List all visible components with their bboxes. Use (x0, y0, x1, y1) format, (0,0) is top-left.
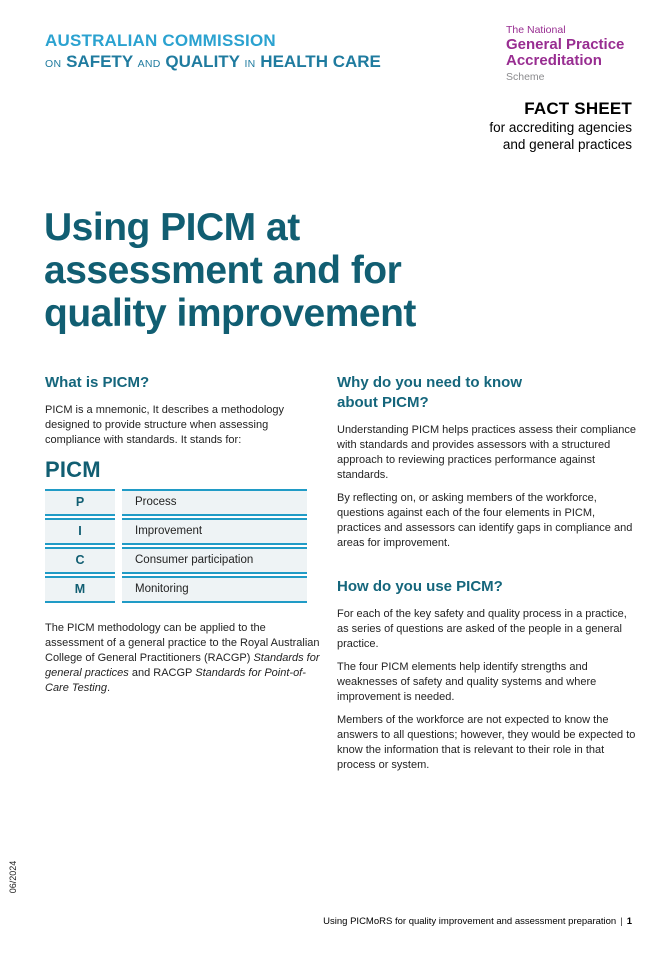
acsqhc-word-in: IN (244, 58, 256, 70)
page-footer (323, 916, 632, 927)
outro-italic-standards-general: Standards for general practices (45, 652, 320, 679)
right-column (337, 373, 637, 781)
picm-label-monitoring: Monitoring (122, 576, 307, 603)
table-row (45, 547, 307, 574)
heading-what-is-picm: What is PICM? (45, 374, 150, 391)
picm-letter-i: I (45, 518, 115, 545)
ngpa-the-national: The National (506, 24, 566, 36)
table-row (45, 576, 307, 603)
acsqhc-word-safety: SAFETY (66, 52, 133, 71)
outro-text-1: The PICM methodology can be applied to the assessment of a general practice to the Royal Australian College of General Practitioners (RACGP) (45, 622, 320, 664)
outro-italic-standards-poct: Standards for Point-of-Care Testing (45, 667, 306, 694)
page-title-line1: Using PICM at (44, 206, 300, 249)
picm-table (45, 489, 307, 603)
heading-why-know-picm (337, 373, 637, 413)
picm-letter-p: P (45, 489, 115, 516)
why-paragraph-1: Understanding PICM helps practices assess their compliance with standards and provides assessors with a structured approach to reviewing practices performance against standards. (337, 424, 636, 481)
picm-methodology-paragraph (45, 621, 326, 696)
page-title-line3: quality improvement (44, 292, 416, 335)
page-title (44, 206, 416, 335)
ngpa-general-practice: General Practice (506, 36, 625, 53)
acsqhc-logo-line2 (45, 52, 381, 74)
page-title-line2: assessment and for (44, 249, 402, 292)
picm-letter-c: C (45, 547, 115, 574)
picm-heading: PICM (45, 457, 101, 482)
fact-sheet-block (489, 99, 632, 153)
left-column (45, 373, 326, 704)
how-paragraph-2: The four PICM elements help identify strengths and weaknesses of safety and quality systems and where improvement is needed. (337, 661, 597, 703)
outro-text-2: and RACGP (128, 667, 196, 679)
how-paragraph-1: For each of the key safety and quality process in a practice, as series of questions are asked of the people in a general practice. (337, 608, 627, 650)
fact-sheet-subtitle-line2: and general practices (502, 137, 632, 152)
picm-label-process: Process (122, 489, 307, 516)
acsqhc-word-healthcare: HEALTH CARE (260, 52, 381, 71)
picm-label-improvement: Improvement (122, 518, 307, 545)
how-paragraph-3: Members of the workforce are not expected to know the answers to all questions; however, they would be expected to know the information that is relevant to their role in that process or system. (337, 714, 636, 771)
fact-sheet-label: FACT SHEET (524, 99, 632, 118)
acsqhc-word-on: ON (45, 58, 62, 70)
what-is-picm-paragraph: PICM is a mnemonic, It describes a methodology designed to provide structure when assessing compliance with standards. It stands for: (45, 404, 285, 446)
picm-letter-m: M (45, 576, 115, 603)
heading-why-line1: Why do you need to know (337, 374, 522, 391)
footer-text: Using PICMoRS for quality improvement and assessment preparation (323, 916, 617, 927)
how-use-picm-section (337, 577, 637, 773)
page-number: 1 (626, 916, 632, 927)
table-row (45, 518, 307, 545)
date-stamp: 06/2024 (8, 860, 18, 894)
fact-sheet-subtitle-line1: for accrediting agencies (489, 120, 632, 135)
heading-how-use-picm: How do you use PICM? (337, 578, 503, 595)
acsqhc-logo-line1: AUSTRALIAN COMMISSION (45, 31, 276, 50)
picm-label-consumer-participation: Consumer participation (122, 547, 307, 574)
outro-text-3: . (106, 682, 111, 694)
ngpa-scheme: Scheme (506, 71, 545, 83)
table-row (45, 489, 307, 516)
acsqhc-word-and: AND (137, 58, 161, 70)
heading-why-line2: about PICM? (337, 394, 429, 411)
why-paragraph-2: By reflecting on, or asking members of the workforce, questions against each of the four elements in PICM, practices and assessors can identify gaps in compliance and areas for improvement. (337, 492, 633, 549)
ngpa-scheme-logo (506, 24, 624, 84)
ngpa-accreditation: Accreditation (506, 52, 602, 69)
acsqhc-logo (45, 31, 381, 74)
acsqhc-word-quality: QUALITY (165, 52, 240, 71)
footer-separator: | (620, 916, 623, 927)
